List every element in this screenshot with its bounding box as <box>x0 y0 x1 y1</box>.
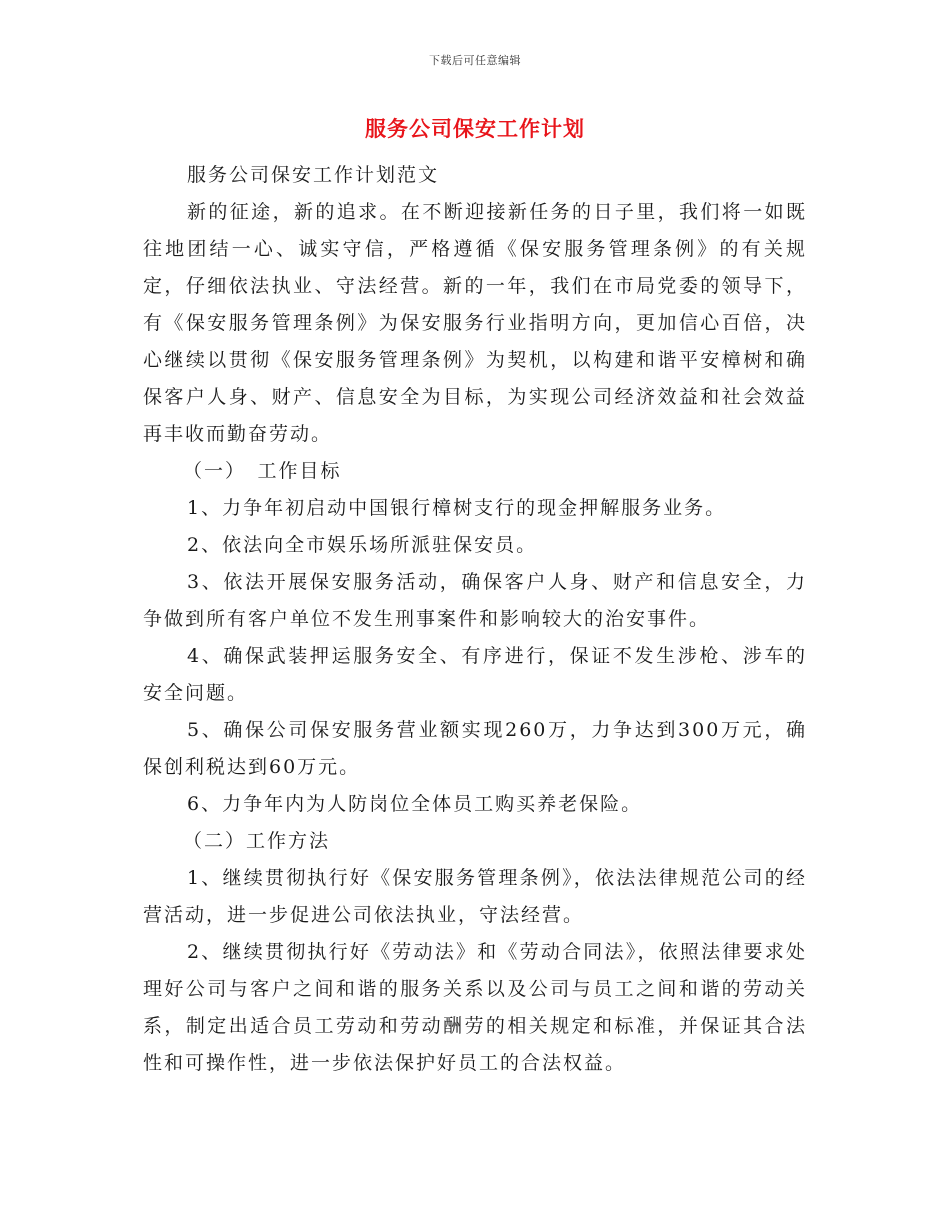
section-heading-goals: （一） 工作目标 <box>183 460 342 482</box>
goal-item-4: 4、确保武装押运服务安全、有序进行，保证不发生涉枪、涉车的安全问题。 <box>143 645 807 704</box>
goal-item-6: 6、力争年内为人防岗位全体员工购买养老保险。 <box>187 793 643 815</box>
goal-item-2: 2、依法向全市娱乐场所派驻保安员。 <box>187 534 538 556</box>
document-body <box>143 157 807 1082</box>
subtitle-paragraph: 服务公司保安工作计划范文 <box>187 164 440 186</box>
goal-item-1: 1、力争年初启动中国银行樟树支行的现金押解服务业务。 <box>187 497 727 519</box>
goal-item-5: 5、确保公司保安服务营业额实现260万，力争达到300万元，确保创利税达到60万元。 <box>143 719 807 778</box>
goal-item-3: 3、依法开展保安服务活动，确保客户人身、财产和信息安全，力争做到所有客户单位不发生刑事案件和影响较大的治安事件。 <box>143 571 807 630</box>
document-title: 服务公司保安工作计划 <box>365 116 585 141</box>
page-header-note: 下载后可任意编辑 <box>429 54 521 67</box>
method-item-1: 1、继续贯彻执行好《保安服务管理条例》，依法法律规范公司的经营活动，进一步促进公司依法执业，守法经营。 <box>143 867 807 926</box>
intro-paragraph: 新的征途，新的追求。在不断迎接新任务的日子里，我们将一如既往地团结一心、诚实守信，严格遵循《保安服务管理条例》的有关规定，仔细依法执业、守法经营。新的一年，我们在市局党委的领导下，有《保安服务管理条例》为保安服务行业指明方向，更加信心百倍，决心继续以贯彻《保安服务管理条例》为契机，以构建和谐平安樟树和确保客户人身、财产、信息安全为目标，为实现公司经济效益和社会效益再丰收而勤奋劳动。 <box>143 201 807 445</box>
section-heading-methods: （二）工作方法 <box>183 830 331 852</box>
method-item-2: 2、继续贯彻执行好《劳动法》和《劳动合同法》，依照法律要求处理好公司与客户之间和谐的服务关系以及公司与员工之间和谐的劳动关系，制定出适合员工劳动和劳动酬劳的相关规定和标准，并保证其合法性和可操作性，进一步依法保护好员工的合法权益。 <box>143 941 807 1074</box>
